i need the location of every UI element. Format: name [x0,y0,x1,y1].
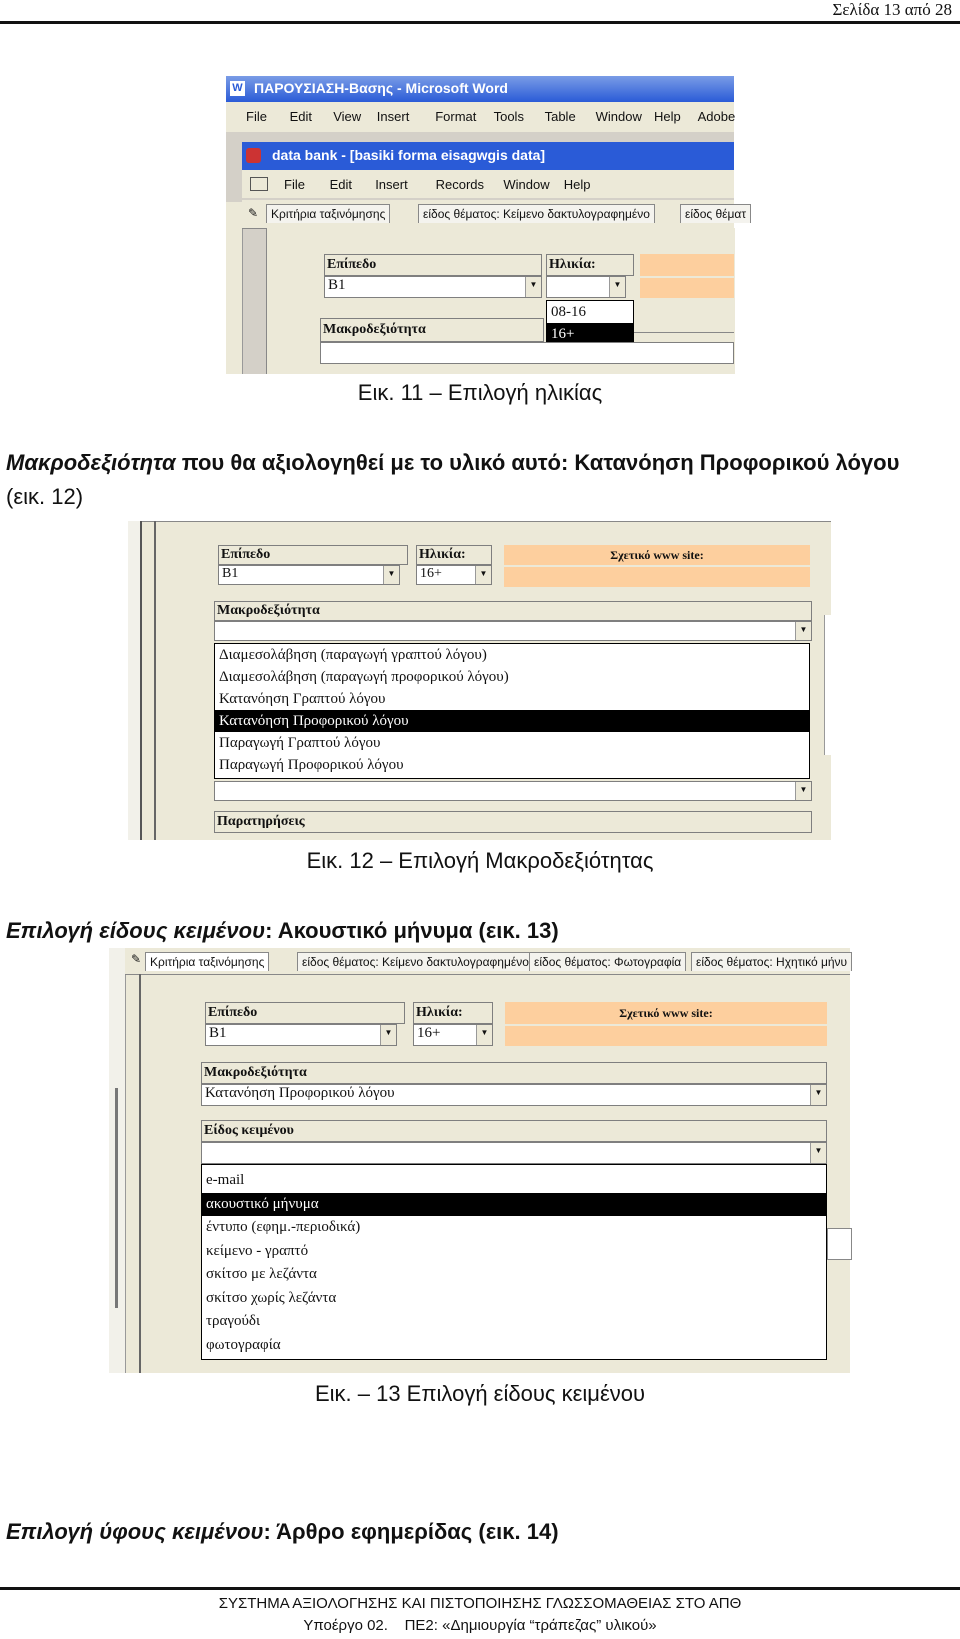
figure-11-screenshot [226,76,747,374]
text-type-rest: : Ακουστικό μήνυμα (εικ. 13) [265,918,559,943]
scroll-line [115,1088,118,1308]
level-select[interactable] [324,276,542,298]
level-value: B1 [222,566,239,581]
level-label-bar [218,545,408,565]
menu-item-table[interactable]: Table [544,109,576,124]
site-field-2[interactable] [640,278,734,298]
age-option[interactable]: 08-16 [551,304,586,320]
macro-label: Μακροδεξιότητα [323,322,426,337]
menu-item-file[interactable]: File [284,177,305,192]
tab-photo[interactable]: είδος θέματος: Φωτογραφία [529,952,686,971]
age-label-bar [546,254,634,276]
chevron-down-icon[interactable]: ▼ [810,1085,826,1105]
second-select[interactable] [214,781,812,801]
right-scroll-edge [824,615,832,755]
pencil-icon: ✎ [131,952,142,966]
db-title-bar [242,142,734,170]
style-rest: : Άρθρο εφημερίδας (εικ. 14) [263,1519,559,1544]
menu-item-tools[interactable]: Tools [493,109,524,124]
menu-item-window[interactable]: Window [503,177,550,192]
type-option[interactable]: κείμενο - γραπτό [206,1242,309,1259]
macro-label: Μακροδεξιότητα [204,1065,307,1080]
chevron-down-icon[interactable]: ▼ [795,782,811,800]
chevron-down-icon[interactable]: ▼ [810,1143,826,1163]
macro-dropdown-list[interactable] [214,643,810,779]
type-option[interactable]: e-mail [206,1172,245,1188]
type-option-selected[interactable]: ακουστικό μήνυμα [202,1193,826,1217]
macro-paragraph-rest: που θα αξιολογηθεί με το υλικό αυτό: Κατανόηση Προφορικού λόγου [175,450,900,475]
menu-item-edit[interactable]: Edit [289,109,312,124]
type-label: Είδος κειμένου [204,1123,294,1138]
tab-more[interactable]: είδος θέματ [680,204,751,223]
level-label: Επίπεδο [327,257,377,272]
menu-item-edit[interactable]: Edit [329,177,352,192]
macro-option[interactable]: Παραγωγή Γραπτού λόγου [219,735,381,751]
type-option[interactable]: τραγούδι [206,1313,261,1329]
level-value: B1 [209,1025,227,1041]
style-paragraph [6,1519,559,1545]
macro-label-bar [320,318,544,342]
type-select[interactable] [201,1142,827,1164]
macro-option-selected[interactable]: Κατανόηση Προφορικού λόγου [215,710,809,732]
tab-row [125,948,850,975]
left-gutter [226,202,243,374]
chevron-down-icon[interactable]: ▼ [383,566,399,584]
page-number: Σελίδα 13 από 28 [832,0,952,19]
footer-rule [0,1587,960,1590]
left-scroll-edge [109,948,126,1373]
age-label-bar [413,1002,493,1024]
age-label: Ηλικία: [419,547,466,562]
header-rule [0,21,960,24]
word-title: ΠΑΡΟΥΣΙΑΣΗ-Βασης - Microsoft Word [254,80,508,96]
top-tab-remnant [128,515,831,522]
age-option-selected[interactable]: 16+ [547,323,633,345]
macro-option[interactable]: Παραγωγή Προφορικού λόγου [219,757,404,773]
macro-paragraph [6,450,899,476]
tab-audio[interactable]: είδος θέματος: Ηχητικό μήνυ [691,952,852,971]
tab-row [242,200,747,229]
db-title: data bank - [basiki forma eisagwgis data] [272,147,546,163]
pencil-icon: ✎ [248,206,259,220]
macro-field[interactable] [320,342,734,364]
chevron-down-icon[interactable]: ▼ [475,566,491,584]
type-option[interactable]: σκίτσο χωρίς λεζάντα [206,1289,337,1306]
macro-option[interactable]: Κατανόηση Γραπτού λόγου [219,691,386,707]
footer-line-2: Υποέργο 02. ΠΕ2: «Δημιουργία “τράπεζας” υλικού» [303,1617,657,1634]
site-label-bar [504,545,810,565]
style-italic: Επιλογή ύφους κειμένου [6,1519,264,1544]
age-value: 16+ [420,566,442,581]
menu-item-help[interactable]: Help [654,109,681,124]
chevron-down-icon[interactable]: ▼ [380,1025,396,1045]
age-value: 16+ [417,1025,441,1041]
menu-item-insert[interactable]: Insert [375,177,408,192]
level-select[interactable] [218,565,400,585]
chevron-down-icon[interactable]: ▼ [795,622,811,640]
age-select[interactable] [413,1024,493,1046]
menu-item-view[interactable]: View [333,109,362,124]
macro-paragraph-ref: (εικ. 12) [6,484,84,509]
type-label-bar [201,1120,827,1142]
site-label: Σχετικό www site: [610,548,704,562]
figure-13-screenshot [109,948,850,1373]
figure-13-caption: Εικ. – 13 Επιλογή είδους κειμένου [314,1381,646,1406]
menu-item-window[interactable]: Window [595,109,642,124]
level-label-bar [324,254,542,276]
notes-label-bar [214,811,812,833]
chevron-down-icon[interactable]: ▼ [609,277,625,297]
word-app-icon: W [230,81,245,96]
type-option[interactable]: σκίτσο με λεζάντα [206,1266,317,1282]
left-scroll-edge [128,521,142,840]
level-label-bar [205,1002,405,1024]
menu-item-adobe[interactable]: Adobe [697,109,736,124]
type-option[interactable]: έντυπο (εφημ.-περιοδικά) [206,1219,361,1235]
chevron-down-icon[interactable]: ▼ [476,1025,492,1045]
access-icon [246,148,261,163]
word-title-bar [226,76,734,102]
figure-11-caption: Εικ. 11 – Επιλογή ηλικίας [357,380,603,405]
macro-label-bar [214,601,812,621]
site-field[interactable] [504,567,810,587]
text-type-paragraph [6,918,559,944]
tab-typed-text[interactable]: είδος θέματος: Κείμενο δακτυλογραφημένο [297,952,534,971]
menu-item-records[interactable]: Records [435,177,485,192]
menu-item-format[interactable]: Format [435,109,477,124]
form-icon [250,177,268,191]
menu-item-file[interactable]: File [246,109,267,124]
footer-line-1: ΣΥΣΤΗΜΑ ΑΞΙΟΛΟΓΗΣΗΣ ΚΑΙ ΠΙΣΤΟΠΟΙΗΣΗΣ ΓΛΩΣΣΟΜΑΘΕΙΑΣ ΣΤΟ ΑΠΘ [218,1595,742,1612]
macro-value: Κατανόηση Προφορικού λόγου [205,1085,395,1101]
age-label-bar [416,545,492,565]
macro-option[interactable]: Διαμεσολάβηση (παραγωγή γραπτού λόγου) [219,647,487,663]
frame-line [154,521,156,840]
tab-typed-text[interactable]: είδος θέματος: Κείμενο δακτυλογραφημένο [418,204,655,223]
macro-label-bar [201,1062,827,1084]
figure-12-screenshot [128,515,831,840]
age-select[interactable] [416,565,492,585]
chevron-down-icon[interactable]: ▼ [525,277,541,297]
level-select[interactable] [205,1024,397,1046]
level-value: B1 [328,277,346,293]
notes-label: Παρατηρήσεις [217,814,305,829]
age-label: Ηλικία: [416,1005,463,1020]
level-label: Επίπεδο [221,547,271,562]
level-label: Επίπεδο [208,1005,258,1020]
site-field[interactable] [505,1026,827,1046]
site-field[interactable] [640,254,734,276]
macro-select[interactable] [201,1084,827,1106]
age-select[interactable] [546,276,626,298]
db-menu-bar [242,170,734,198]
site-label: Σχετικό www site: [619,1006,713,1020]
macro-select[interactable] [214,621,812,641]
figure-12-caption: Εικ. 12 – Επιλογή Μακροδεξιότητας [306,848,654,873]
macro-paragraph-italic: Μακροδεξιότητα [6,450,176,475]
text-type-italic: Επιλογή είδους κειμένου [6,918,266,943]
macro-option[interactable]: Διαμεσολάβηση (παραγωγή προφορικού λόγου) [219,669,509,685]
side-control [827,1228,852,1260]
tab-criteria[interactable]: Κριτήρια ταξινόμησης [266,204,390,223]
site-label-bar [505,1002,827,1024]
macro-label: Μακροδεξιότητα [217,603,320,618]
tab-criteria[interactable]: Κριτήρια ταξινόμησης [145,952,269,971]
menu-item-help[interactable]: Help [563,177,591,192]
type-option[interactable]: φωτογραφία [206,1336,281,1353]
frame-line [139,974,141,1373]
type-dropdown-list[interactable] [201,1164,827,1360]
age-label: Ηλικία: [549,257,596,272]
menu-item-insert[interactable]: Insert [376,109,410,124]
word-menu-bar [226,102,734,132]
